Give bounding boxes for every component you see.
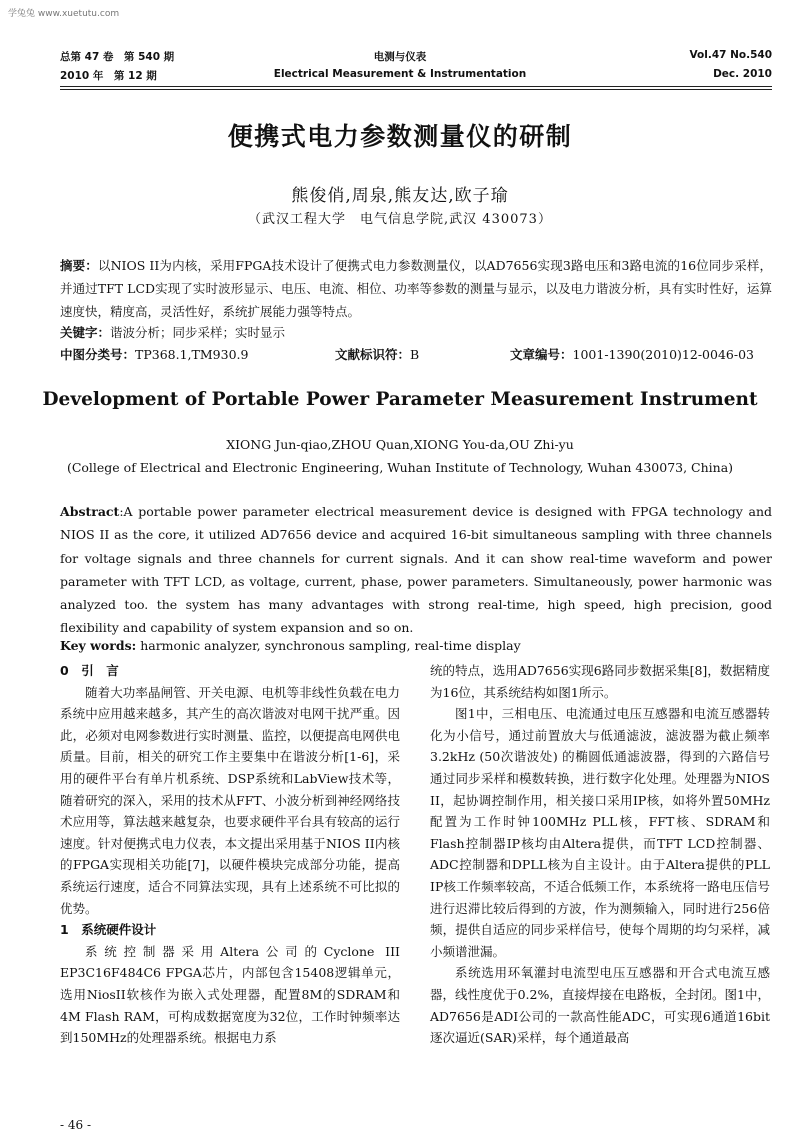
section-heading-intro: 0 引 言 (60, 663, 119, 678)
paper-title: 便携式电力参数测量仪的研制 (227, 122, 573, 151)
header-issue: 2010 年 第 12 期 (60, 70, 157, 82)
abstract-cn-text: 以NIOS II为内核，采用FPGA技术设计了便携式电力参数测量仪，以AD7656实现3路电压和3路电流的16位同步采样，并通过TFT LCD实现了实时波形显示、电压、电流、相位、功率等参数的测量与显示，以及电力谐波分析，具有实时性好，运算速度快，精度高，灵活性好，系统扩展能力强等特点。 (60, 258, 772, 319)
header-journal-en: Electrical Measurement & Instrumentation (273, 68, 527, 80)
section-heading-hardware: 1 系统硬件设计 (60, 922, 157, 938)
abstract-en-label: Abstract (60, 504, 120, 519)
authors-en: XIONG Jun-qiao,ZHOU Quan,XIONG You-da,OU Zhi-yu (226, 437, 574, 452)
keywords-en (60, 638, 772, 653)
paper-title-en: Development of Portable Power Parameter Measurement Instrument (42, 389, 758, 410)
page-number: - 46 - (60, 1118, 92, 1132)
doc-code-value: B (410, 347, 420, 362)
header-vol-en: Vol.47 No.540 (689, 49, 772, 61)
keywords-cn-text: 谐波分析；同步采样；实时显示 (110, 325, 286, 340)
doc-code-label: 文献标识符： (335, 347, 411, 362)
keywords-cn (60, 321, 772, 344)
abstract-en-text: :A portable power parameter electrical measurement device is designed with FPGA technology and NIOS II as the core, it utilized AD7656 device and acquired 16-bit simultaneous sampling with three channels for voltage signals and three channels for current signals. And it can show real-time waveform and power parameter with TFT LCD, as voltage, current, phase, power parameters. Simultaneously, power harmonic was analyzed too. the system has many advantages with strong real-time, high speed, high precision, good flexibility and capability of system expansion and so on. (60, 504, 772, 636)
keywords-en-text: harmonic analyzer, synchronous sampling, real-time display (136, 638, 521, 653)
authors: 熊俊俏,周泉,熊友达,欧子瑜 (291, 186, 509, 206)
clc-value: TP368.1,TM930.9 (135, 347, 249, 362)
hardware-paragraph: 系统控制器采用Altera公司的Cyclone III EP3C16F484C6 FPGA芯片，内部包含15408逻辑单元，选用NiosII软核作为嵌入式处理器，配置8M的SDRAM和4M Flash RAM，可构成数据宽度为32位，工作时钟频率达到150MHz的处理器系统。根据电力系 (60, 943, 400, 1046)
keywords-en-label: Key words: (60, 638, 137, 653)
figure1-paragraph: 图1中，三相电压、电流通过电压互感器和电流互感器转化为小信号，通过前置放大与低通滤波，滤波器为截止频率3.2kHz (50次谐波处) 的椭圆低通滤波器，得到的六路信号通过同步采样和模数转换，进行数字化处理。处理器为NIOS II，起协调控制作用，相关接口采用IP核，如将外置50MHz配置为工作时钟100MHz PLL核，FFT核、SDRAM和Flash控制器IP核均由Altera提供，而TFT LCD控制器、ADC控制器和DPLL核为自主设计。由于Altera提供的PLL IP核工作频率较高，不适合低频工作，本系统将一路电压信号进行迟滞比较后得到的方波，作为测频输入，同时进行256倍频，提供自适应的同步采样信号，使每个周期的均匀采样，减小频谱泄漏。 (430, 706, 770, 959)
classification-row (60, 345, 772, 367)
header-volume: 总第 47 卷 第 540 期 (60, 51, 175, 63)
clc-label: 中图分类号： (60, 347, 136, 362)
abstract-cn-label: 摘要： (60, 258, 98, 273)
affiliation: （武汉工程大学 电气信息学院,武汉 430073） (248, 212, 552, 227)
keywords-cn-label: 关键字： (60, 325, 111, 340)
watermark: 学兔兔 www.xuetutu.com (8, 9, 120, 19)
article-no-value: 1001-1390(2010)12-0046-03 (572, 347, 754, 362)
continued-paragraph: 统的特点，选用AD7656实现6路同步数据采集[8]，数据精度为16位，其系统结构如图1所示。 (430, 663, 770, 700)
right-column (430, 660, 770, 1049)
header-rule (60, 86, 772, 87)
left-column (60, 660, 400, 1049)
transformer-paragraph: 系统选用环氧灌封电流型电压互感器和开合式电流互感器，线性度优于0.2%，直接焊接在电路板，全封闭。图1中，AD7656是ADI公司的一款高性能ADC，可实现6通道16bit逐次逼近(SAR)采样，每个通道最高 (430, 965, 770, 1046)
header-journal-cn: 电测与仪表 (373, 51, 427, 63)
intro-paragraph: 随着大功率晶闸管、开关电源、电机等非线性负载在电力系统中应用越来越多，其产生的高次谐波对电网干扰严重。因此，必须对电网参数进行实时测量、监控，以便提高电网供电质量。目前，相关的研究工作主要集中在谐波分析[1-6]，采用的硬件平台有单片机系统、DSP系统和LabView技术等，随着研究的深入，采用的技术从FFT、小波分析到神经网络技术应用等，算法越来越复杂，也要求硬件平台具有较高的运行速度。针对便携式电力仪表，本文提出采用基于NIOS II内核的FPGA实现相关功能[7]，以硬件模块完成部分功能，提高系统运行速度，适合不同算法实现，具有上述系统不可比拟的优势。 (60, 684, 400, 916)
header-rule-thin (60, 89, 772, 90)
abstract-en (60, 500, 772, 640)
article-no-label: 文章编号： (510, 347, 573, 362)
abstract-cn (60, 254, 772, 323)
affiliation-en: (College of Electrical and Electronic Engineering, Wuhan Institute of Technology, Wuhan 430073, China) (66, 460, 734, 475)
header-date-en: Dec. 2010 (713, 68, 772, 80)
